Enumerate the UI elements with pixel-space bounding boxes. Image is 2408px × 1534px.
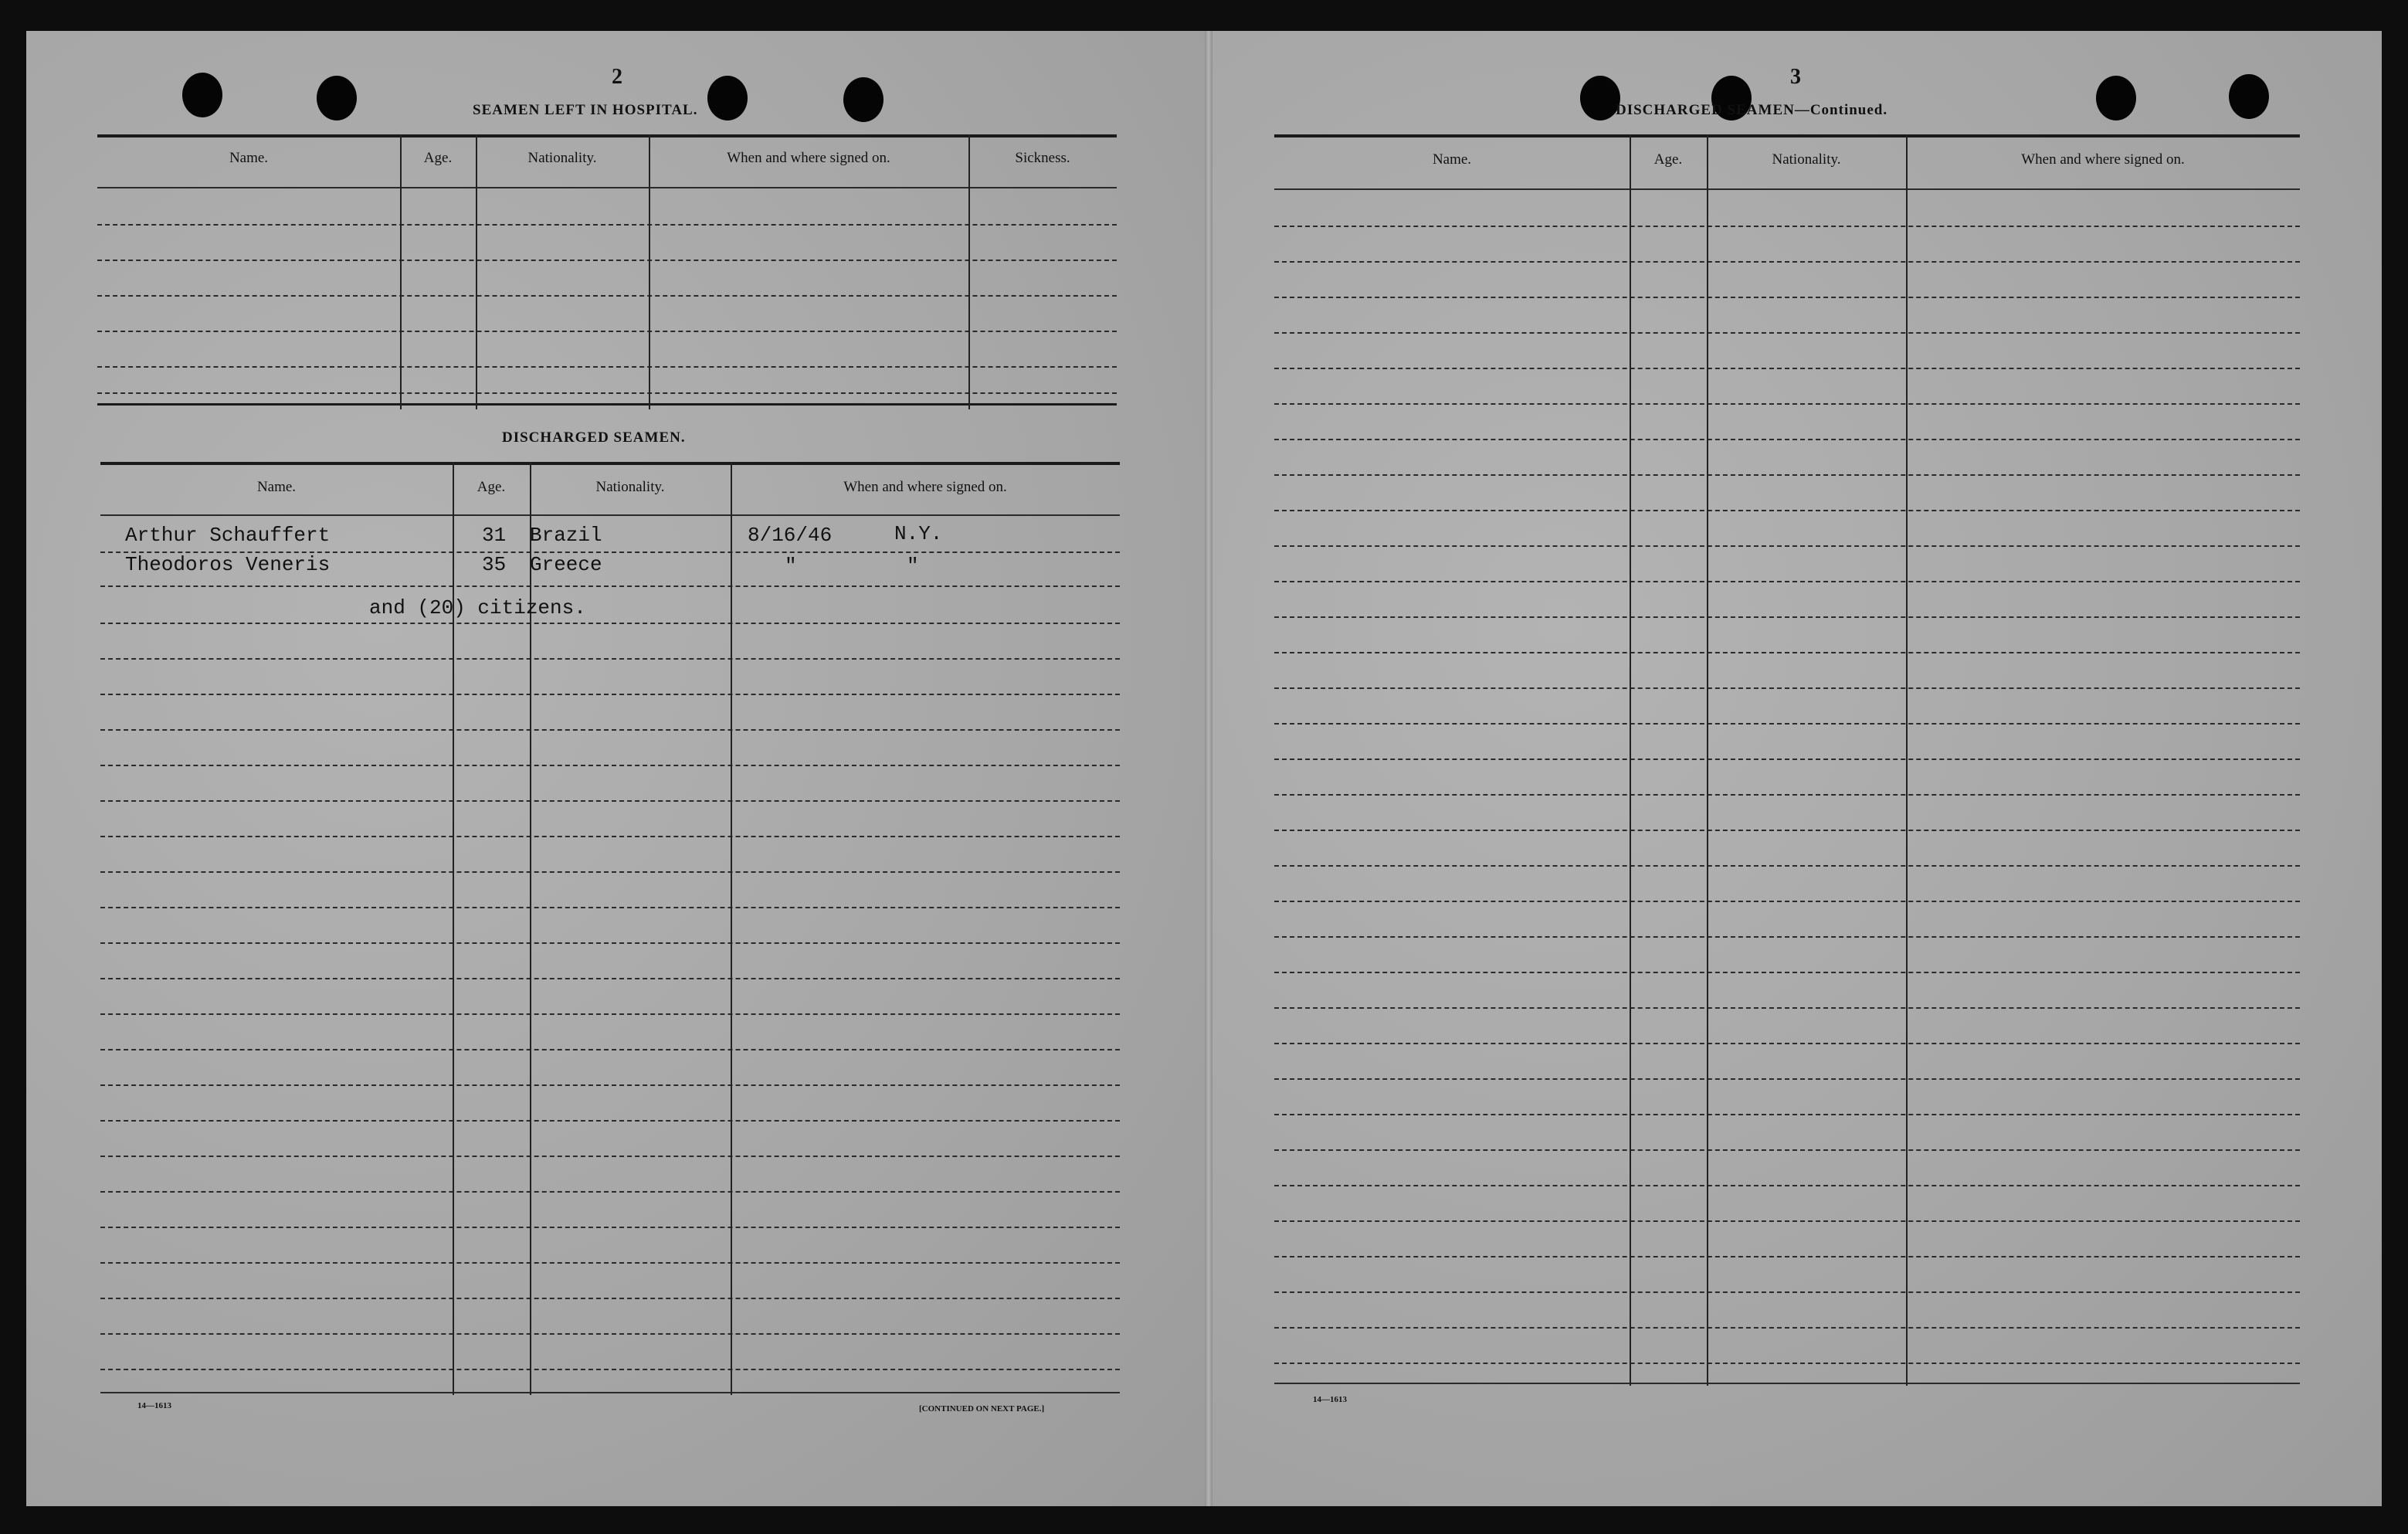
hospital-table [97, 134, 1117, 409]
continued-note: [CONTINUED ON NEXT PAGE.] [919, 1404, 1045, 1414]
punch-hole [843, 77, 883, 122]
seaman-signed-date: 8/16/46 [748, 524, 833, 547]
punch-hole [2229, 74, 2269, 119]
form-number: 14—1613 [137, 1401, 171, 1410]
col-header-nationality: Nationality. [595, 479, 665, 495]
col-header-sickness: Sickness. [1015, 150, 1070, 166]
discharged-table [100, 462, 1120, 1395]
seaman-name: Arthur Schauffert [125, 524, 331, 547]
citizens-note: and (20) citizens. [369, 596, 586, 619]
hospital-section-title: SEAMEN LEFT IN HOSPITAL. [473, 102, 698, 118]
col-header-age: Age. [477, 479, 506, 495]
discharged-continued-title: DISCHARGED SEAMEN—Continued. [1616, 102, 1888, 118]
seaman-name: Theodoros Veneris [125, 553, 331, 576]
col-header-name: Name. [1432, 151, 1472, 168]
col-header-signed-on: When and where signed on. [2021, 151, 2185, 168]
seaman-nationality: Greece [530, 553, 602, 576]
seaman-age: 31 [482, 524, 507, 547]
discharged-section-title: DISCHARGED SEAMEN. [502, 429, 686, 446]
page-fold [1205, 31, 1212, 1506]
seaman-nationality: Brazil [530, 524, 602, 547]
col-header-signed-on: When and where signed on. [843, 479, 1007, 495]
punch-hole [707, 76, 748, 120]
page-number: 2 [612, 65, 622, 89]
col-header-nationality: Nationality. [1772, 151, 1841, 168]
seaman-signed-date: " [785, 555, 797, 578]
punch-hole [182, 73, 222, 117]
col-header-age: Age. [1653, 151, 1683, 168]
page-number: 3 [1790, 65, 1801, 89]
punch-hole [2096, 76, 2136, 120]
seaman-signed-place: " [907, 555, 919, 578]
form-number: 14—1613 [1313, 1395, 1347, 1404]
col-header-name: Name. [229, 150, 269, 166]
col-header-nationality: Nationality. [527, 150, 597, 166]
punch-hole [1580, 76, 1620, 120]
seaman-signed-place: N.Y. [894, 522, 943, 545]
discharged-continued-table [1274, 134, 2300, 1386]
seaman-age: 35 [482, 553, 507, 576]
col-header-signed-on: When and where signed on. [727, 150, 890, 166]
col-header-name: Name. [256, 479, 297, 495]
col-header-age: Age. [423, 150, 453, 166]
punch-hole [317, 76, 357, 120]
